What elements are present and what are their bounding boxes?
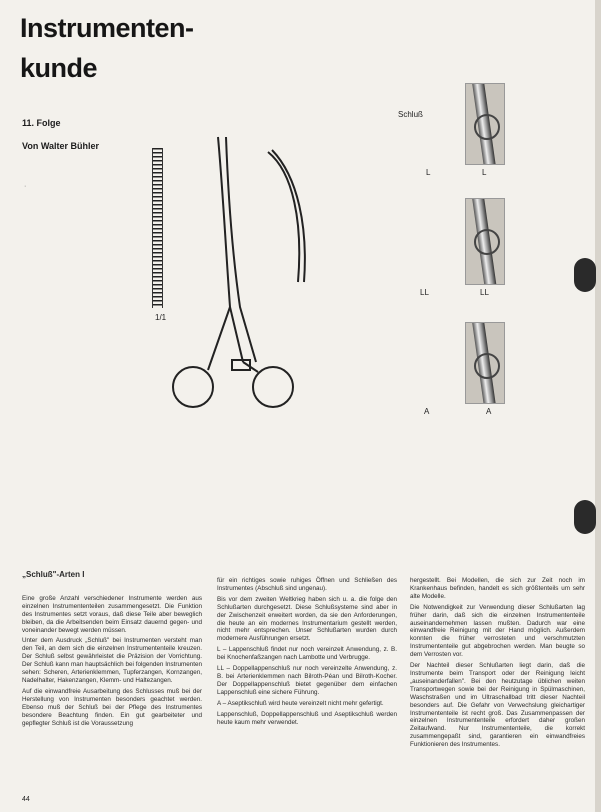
- photo-caption-schluss: Schluß: [398, 110, 423, 119]
- paragraph: Die Notwendigkeit zur Verwendung dieser Schlußarten lag früher darin, daß sich die einzelnen Instrumententeile auseinandernehmen lassen mußten. Dadurch war eine einwandfreie Reinigung mit der Hand möglich. Außerdem konnten die früher verrosteten und verschmutzten Instrumententeile gut abgebrochen werden. Man beugte so dem Verrosten vor.: [410, 603, 585, 659]
- label-l-left: L: [426, 168, 431, 177]
- title-line-1: Instrumenten-: [20, 13, 194, 43]
- author-byline: Von Walter Bühler: [22, 141, 100, 151]
- paragraph: Auf die einwandfreie Ausarbeitung des Schlusses muß bei der Herstellung von Instrumenten besonders geachtet werden. Ebenso muß der Schluß bei der Pflege des Instrumentes besondere Beachtung finden. Ein gut gearbeiteter und gepflegter Schluß ist die Voraussetzung: [22, 687, 202, 727]
- label-ll-left: LL: [420, 288, 429, 297]
- article-heading: „Schluß"-Arten I: [22, 570, 85, 579]
- joint-shape: [474, 114, 500, 140]
- joint-shape: [474, 353, 500, 379]
- article-column-1: [22, 571, 202, 730]
- scale-label: 1/1: [155, 313, 167, 322]
- paragraph: LL – Doppellappenschluß nur noch vereinzelte Anwendung, z. B. bei Arterienklemmen nach Bilroth-Péan und Bilroth-Kocher. Der Doppellappenschluß bietet gegenüber dem einfachen Lappenschluß eine sichere Führung.: [217, 665, 397, 696]
- photo-lappenschluss: [465, 83, 505, 165]
- paragraph: Bis vor dem zweiten Weltkrieg haben sich u. a. die folge den Schlußarten durchgesetzt. Diese Schlußsysteme sind aber in der Zwischenzeit erweitert worden, da sie den Anforderungen, die heute an ein modernes Instrumentarium gestellt werden, nicht mehr entsprechen. Unser Schlußarten wurden durch modernere Ausführungen ersetzt.: [217, 595, 397, 643]
- paragraph: A – Aseptikschluß wird heute vereinzelt nicht mehr gefertigt.: [217, 699, 384, 707]
- page-edge: [595, 0, 601, 812]
- photo-aseptikschluss: [465, 322, 505, 404]
- margin-mark: ·: [24, 183, 27, 190]
- label-a-right: A: [486, 407, 492, 416]
- photo-doppellappenschluss: [465, 198, 505, 285]
- title-line-2: kunde: [20, 53, 98, 83]
- joint-shape: [474, 229, 500, 255]
- label-ll-right: LL: [480, 288, 489, 297]
- binder-hole: [574, 258, 596, 292]
- article-column-3: [410, 577, 585, 752]
- episode-label: 11. Folge: [22, 118, 61, 128]
- paragraph: L – Lappenschluß findet nur noch vereinzelt Anwendung, z. B. bei Knochenfaßzangen nach Lambotte und Verbrugge.: [217, 646, 397, 662]
- binder-hole: [574, 500, 596, 534]
- paragraph: Unter dem Ausdruck „Schluß" bei Instrumenten versteht man den Teil, an dem sich die einzelnen Instrumententeile kreuzen. Der Schluß selbst gewährleistet die Präzision der Vorrichtung. Der Schluß kann man hauptsächlich bei folgenden Instrumenten sehen: Scheren, Arterienklemmen, Tupferzangen, Kornzangen, Nadelhalter, Hakenzangen, Klemm- und Haltezangen.: [22, 637, 202, 684]
- label-a-left: A: [424, 407, 430, 416]
- paragraph: für ein richtiges sowie ruhiges Öffnen und Schließen des Instrumentes (Abschluß sind ungenau).: [217, 577, 397, 592]
- paragraph: Der Nachteil dieser Schlußarten liegt darin, daß die Instrumente beim Transport oder der Reinigung leicht „auseinanderfallen". Bei den heutzutage üblichen weiten Transportwegen sowie bei der Reinigung in Spülmaschinen, Waschstraßen und im Ultraschallbad tritt dieser Nachteil besonders auf. Die Gefahr von Verwechslung gleichartiger Instrumententeile ist recht groß. Das Zusammenpassen der einzelnen Instrumententeile erfordert daher großen Zeitaufwand. Nur Instrumententeile, die korrekt zusammengepaßt sind, garantieren ein einwandfreies Funktionieren des Instrumentes.: [410, 662, 585, 749]
- article-column-2: [217, 577, 397, 729]
- page-title: [20, 8, 194, 88]
- label-l-right: L: [482, 168, 487, 177]
- paragraph: Eine große Anzahl verschiedener Instrumente werden aus einzelnen Instrumententeilen zusammengesetzt. Die Funktion des Instrumentes setzt voraus, daß diese Teile aber beweglich bleiben, da die Arbeitsenden beim Einsatz dauernd gegen- und voneinander bewegt werden müssen.: [22, 594, 202, 634]
- paragraph: hergestellt. Bei Modellen, die sich zur Zeit noch im Krankenhaus befinden, handelt es sich größtenteils um sehr alte Modelle.: [410, 577, 585, 600]
- paragraph: Lappenschluß, Doppellappenschluß und Aseptikschluß werden heute kaum mehr verwendet.: [217, 710, 397, 726]
- page-number: 44: [22, 796, 30, 803]
- clamp-illustration: [148, 132, 338, 422]
